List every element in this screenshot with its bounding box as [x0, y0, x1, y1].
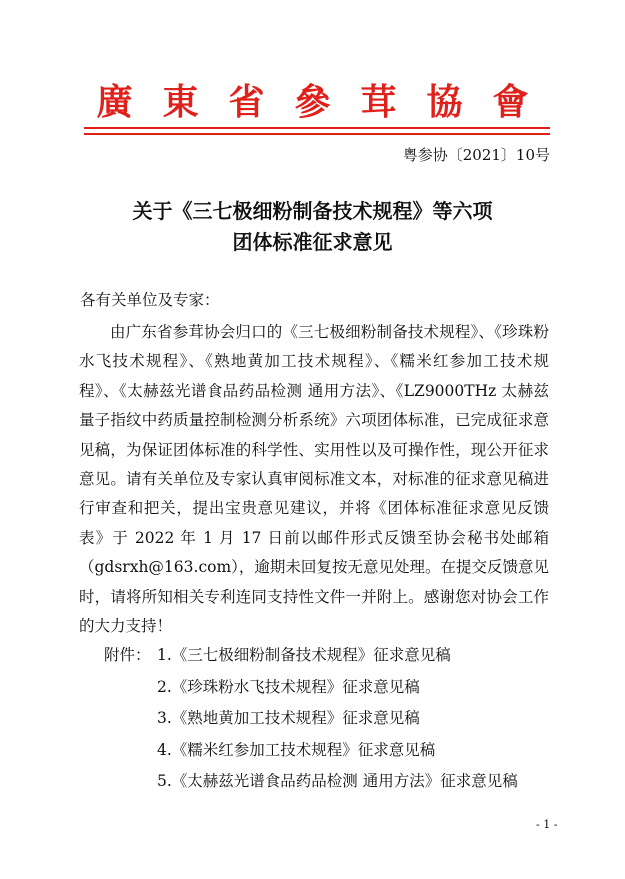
body-paragraph: 由广东省参茸协会归口的《三七极细粉制备技术规程》、《珍珠粉水飞技术规程》、《熟地黄加工技术规程》、《糯米红参加工技术规程》、《太赫兹光谱食品药品检测 通用方法》、《LZ9000THz 太赫兹量子指纹中药质量控制检测分析系统》六项团体标准，已完成征求意见稿，为保证团体标准的科学性、实用性以及可操作性，现公开征求意见。请有关单位及专家认真审阅标准文本，对标准的征求意见稿进行审查和把关，提出宝贵意见建议，并将《团体标准征求意见反馈表》于 2022 年 1 月 17 日前以邮件形式反馈至协会秘书处邮箱（gdsrxh@163.com），逾期未回复按无意见处理。在提交反馈意见时，请将所知相关专利连同支持性文件一并附上。感谢您对协会工作的大力支持！ — [79, 323, 549, 636]
salutation: 各有关单位及专家： — [80, 291, 220, 309]
attachment-item: 2.《珍珠粉水飞技术规程》征求意见稿 — [157, 677, 420, 696]
document-title — [0, 196, 625, 258]
document-title-line-1: 关于《三七极细粉制备技术规程》等六项 — [132, 199, 493, 223]
document-number: 粤参协〔2021〕10号 — [402, 146, 550, 164]
letterhead-red-rule-bottom — [84, 133, 550, 135]
attachment-item: 5.《太赫兹光谱食品药品检测 通用方法》征求意见稿 — [157, 772, 518, 790]
attachment-item: 4.《糯米红参加工技术规程》征求意见稿 — [157, 740, 436, 759]
attachments-label: 附件： — [104, 646, 151, 664]
letterhead-red-rule-top — [84, 127, 550, 129]
attachments-list — [104, 640, 518, 798]
attachment-item: 3.《熟地黄加工技术规程》征求意见稿 — [157, 709, 420, 727]
page-number: - 1 - — [536, 818, 558, 831]
organization-letterhead-title: 廣東省參茸協會 — [96, 81, 559, 123]
document-title-line-2: 团体标准征求意见 — [232, 230, 393, 254]
attachment-item-text: 1.《三七极细粉制备技术规程》征求意见稿 — [157, 646, 451, 664]
attachment-item — [104, 640, 518, 672]
